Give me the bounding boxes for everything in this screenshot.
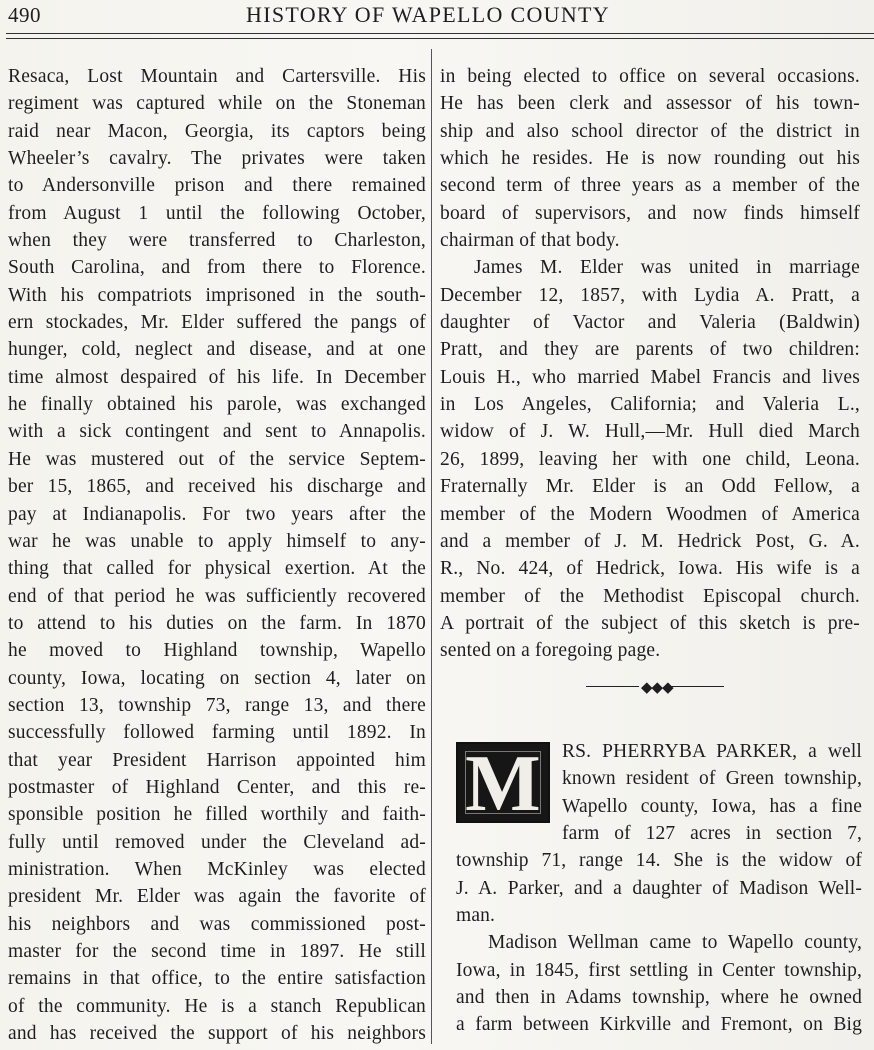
text-line: which he resides. He is now rounding out his — [440, 148, 860, 170]
text-line: Wheeler’s cavalry. The privates were taken — [8, 148, 426, 170]
text-line: sented on a foregoing page. — [440, 640, 661, 662]
ornament-right-rule — [671, 686, 724, 687]
text-line: farm of 127 acres in section 7, — [562, 823, 862, 845]
running-head: HISTORY OF WAPELLO COUNTY — [246, 2, 610, 27]
text-line: known resident of Green township, — [562, 768, 862, 790]
text-line: 26, 1899, leaving her with one child, Leona. — [440, 448, 860, 470]
text-line: township 71, range 14. She is the widow of — [456, 850, 862, 872]
text-line: board of supervisors, and now finds himself — [440, 202, 860, 224]
text-line: ern stockades, Mr. Elder suffered the pangs of — [8, 312, 426, 334]
text-line: December 12, 1857, with Lydia A. Pratt, a — [440, 284, 860, 306]
text-line: end of that period he was sufficiently recovered — [8, 585, 426, 607]
text-line: Wapello county, Iowa, has a fine — [562, 795, 862, 817]
text-line: raid near Macon, Georgia, its captors being — [8, 120, 426, 142]
text-line: James M. Elder was united in marriage — [474, 257, 860, 279]
text-line: man. — [456, 905, 496, 927]
text-line: fully until removed under the Cleveland ad- — [8, 831, 426, 853]
text-line: chairman of that body. — [440, 230, 620, 252]
section-ornament — [586, 679, 724, 695]
text-line: He has been clerk and assessor of his town- — [440, 93, 860, 115]
text-line: ber 15, 1865, and received his discharge and — [8, 476, 426, 498]
text-line: ship and also school director of the district in — [440, 120, 860, 142]
text-line: regiment was captured while on the Stoneman — [8, 93, 426, 115]
left-text-column — [8, 63, 426, 1047]
text-line: he finally obtained his parole, was exchanged — [8, 394, 426, 416]
text-line: with a sick contingent and sent to Annapolis. — [8, 421, 426, 443]
text-line: pay at Indianapolis. For two years after the — [8, 503, 426, 525]
text-line: J. A. Parker, and a daughter of Madison Well- — [456, 877, 862, 899]
text-line: postmaster of Highland Center, and this re- — [8, 776, 426, 798]
text-line: RS. PHERRYBA PARKER, a well — [562, 741, 862, 762]
text-line: widow of J. W. Hull,—Mr. Hull died March — [440, 421, 860, 443]
text-line: Madison Wellman came to Wapello county, — [488, 932, 862, 954]
text-line: to Andersonville prison and there remained — [8, 175, 426, 197]
text-line: hunger, cold, neglect and disease, and at one — [8, 339, 426, 361]
text-line: A portrait of the subject of this sketch is pre- — [440, 612, 860, 634]
text-line: his neighbors and was commissioned post- — [8, 913, 426, 935]
ornament-left-rule — [586, 686, 639, 687]
page-number: 490 — [8, 3, 41, 27]
text-line: county, Iowa, locating on section 4, later on — [8, 667, 426, 689]
text-line: South Carolina, and from there to Florence. — [8, 257, 426, 279]
text-line: successfully followed farming until 1892. In — [8, 722, 426, 744]
drop-cap-m — [456, 742, 550, 823]
parker-biography — [456, 738, 862, 1039]
column-divider — [431, 49, 432, 1044]
drop-cap-letter: M — [465, 742, 541, 823]
text-line: Pratt, and they are parents of two children: — [440, 339, 860, 361]
text-line: in being elected to office on several occasions. — [440, 66, 860, 87]
text-line: He was mustered out of the service Septem- — [8, 448, 426, 470]
text-line: Fraternally Mr. Elder is an Odd Fellow, a — [440, 476, 860, 498]
text-line: in Los Angeles, California; and Valeria L., — [440, 394, 860, 416]
text-line: Louis H., who married Mabel Francis and lives — [440, 366, 860, 388]
text-line: section 13, township 73, range 13, and there — [8, 694, 426, 716]
text-line: when they were transferred to Charleston, — [8, 230, 426, 252]
text-line: thing that called for physical exertion. At the — [8, 558, 426, 580]
text-line: Iowa, in 1845, first settling in Center township, — [456, 959, 862, 981]
right-text-column — [440, 63, 860, 665]
text-line: and then in Adams township, where he owned — [456, 987, 862, 1009]
text-line: Resaca, Lost Mountain and Cartersville. His — [8, 66, 426, 87]
text-line: With his compatriots imprisoned in the south- — [8, 284, 426, 306]
text-line: second term of three years as a member of the — [440, 175, 860, 197]
header-rule-bottom — [6, 38, 874, 39]
text-line: ministration. When McKinley was elected — [8, 858, 426, 880]
text-line: R., No. 424, of Hedrick, Iowa. His wife is a — [440, 558, 860, 580]
text-line: to attend to his duties on the farm. In 1870 — [8, 612, 426, 634]
text-line: and has received the support of his neighbors — [8, 1023, 426, 1045]
text-line: remains in that office, to the entire satisfaction — [8, 968, 426, 990]
text-line: and a member of J. M. Hedrick Post, G. A. — [440, 530, 860, 552]
page-header — [0, 0, 874, 48]
text-line: master for the second time in 1897. He still — [8, 941, 426, 962]
text-line: member of the Modern Woodmen of America — [440, 503, 860, 525]
text-line: he moved to Highland township, Wapello — [8, 640, 426, 662]
ornament-dots-icon: ◆◆◆ — [641, 680, 673, 696]
text-line: from August 1 until the following October, — [8, 202, 426, 224]
text-line: daughter of Vactor and Valeria (Baldwin) — [440, 312, 860, 334]
text-line: president Mr. Elder was again the favorite of — [8, 886, 426, 908]
text-line: member of the Methodist Episcopal church. — [440, 585, 860, 607]
text-line: time almost despaired of his life. In December — [8, 366, 426, 388]
text-line: a farm between Kirkville and Fremont, on Big — [456, 1014, 862, 1036]
text-line: of the community. He is a stanch Republican — [8, 995, 426, 1017]
text-line: sponsible position he filled worthily and faith- — [8, 804, 426, 826]
header-rule-top — [6, 33, 874, 34]
text-line: war he was unable to apply himself to any- — [8, 530, 426, 552]
text-line: that year President Harrison appointed him — [8, 749, 426, 771]
